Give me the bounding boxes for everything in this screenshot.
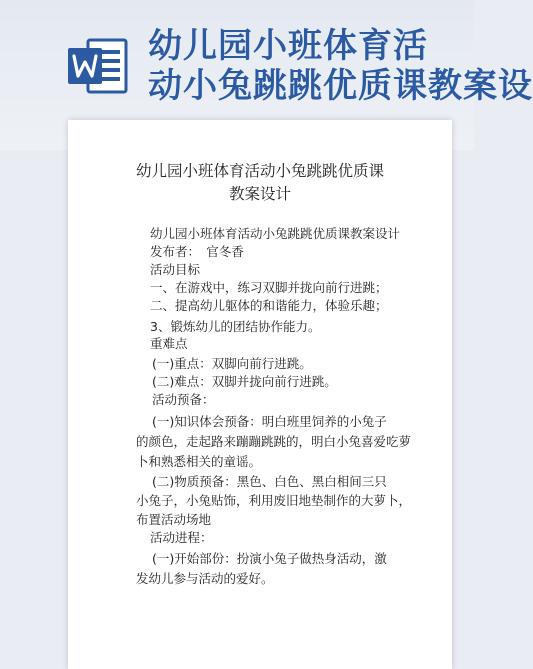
banner-title-line-1: 幼儿园小班体育活: [148, 26, 428, 66]
document-page: [68, 120, 452, 669]
section-heading-goals: 活动目标: [150, 262, 201, 277]
document-heading: 幼儿园小班体育活动小兔跳跳优质课教案设计: [150, 226, 401, 241]
paragraph-line: (二)难点：双脚并拢向前行进跳。: [152, 374, 337, 389]
paragraph-line: (一)开始部份：扮演小兔子做热身活动，激: [152, 551, 387, 566]
document-title: [68, 160, 452, 206]
paragraph-line: 小兔子，小兔贴饰，利用废旧地垫制作的大萝卜，: [136, 493, 412, 508]
paragraph-line: 3、锻炼幼儿的团结协作能力。: [150, 319, 321, 334]
banner-title-line-2: 动小兔跳跳优质课教案设: [148, 66, 533, 106]
banner-title: [148, 26, 533, 106]
paragraph-line: 卜和熟悉相关的童谣。: [136, 454, 262, 469]
paragraph-line: (二)物质预备：黑色、白色、黑白相间三只: [152, 474, 387, 489]
paragraph-line: (一)重点：双脚向前行进跳。: [152, 356, 312, 371]
publisher-line: 发布者： 官冬香: [150, 244, 244, 259]
paragraph-line: 一、在游戏中，练习双脚并拢向前行进跳；: [150, 280, 388, 295]
section-heading-key-points: 重难点: [150, 336, 188, 351]
paragraph-line: 二、提高幼儿躯体的和谐能力，体验乐趣；: [150, 298, 388, 313]
section-heading-process: 活动进程：: [150, 530, 213, 545]
word-document-icon: [66, 34, 130, 98]
paragraph-line: 发幼儿参与活动的爱好。: [136, 571, 274, 586]
document-title-line-1: 幼儿园小班体育活动小兔跳跳优质课: [135, 162, 384, 180]
paragraph-line: 的颜色，走起路来蹦蹦跳跳的，明白小兔喜爱吃萝: [136, 434, 412, 449]
paragraph-line: (一)知识体会预备：明白班里饲养的小兔子: [152, 414, 387, 429]
document-title-line-2: 教案设计: [228, 185, 291, 203]
paragraph-line: 布置活动场地: [136, 512, 212, 527]
section-heading-preparation: 活动预备：: [152, 392, 215, 407]
